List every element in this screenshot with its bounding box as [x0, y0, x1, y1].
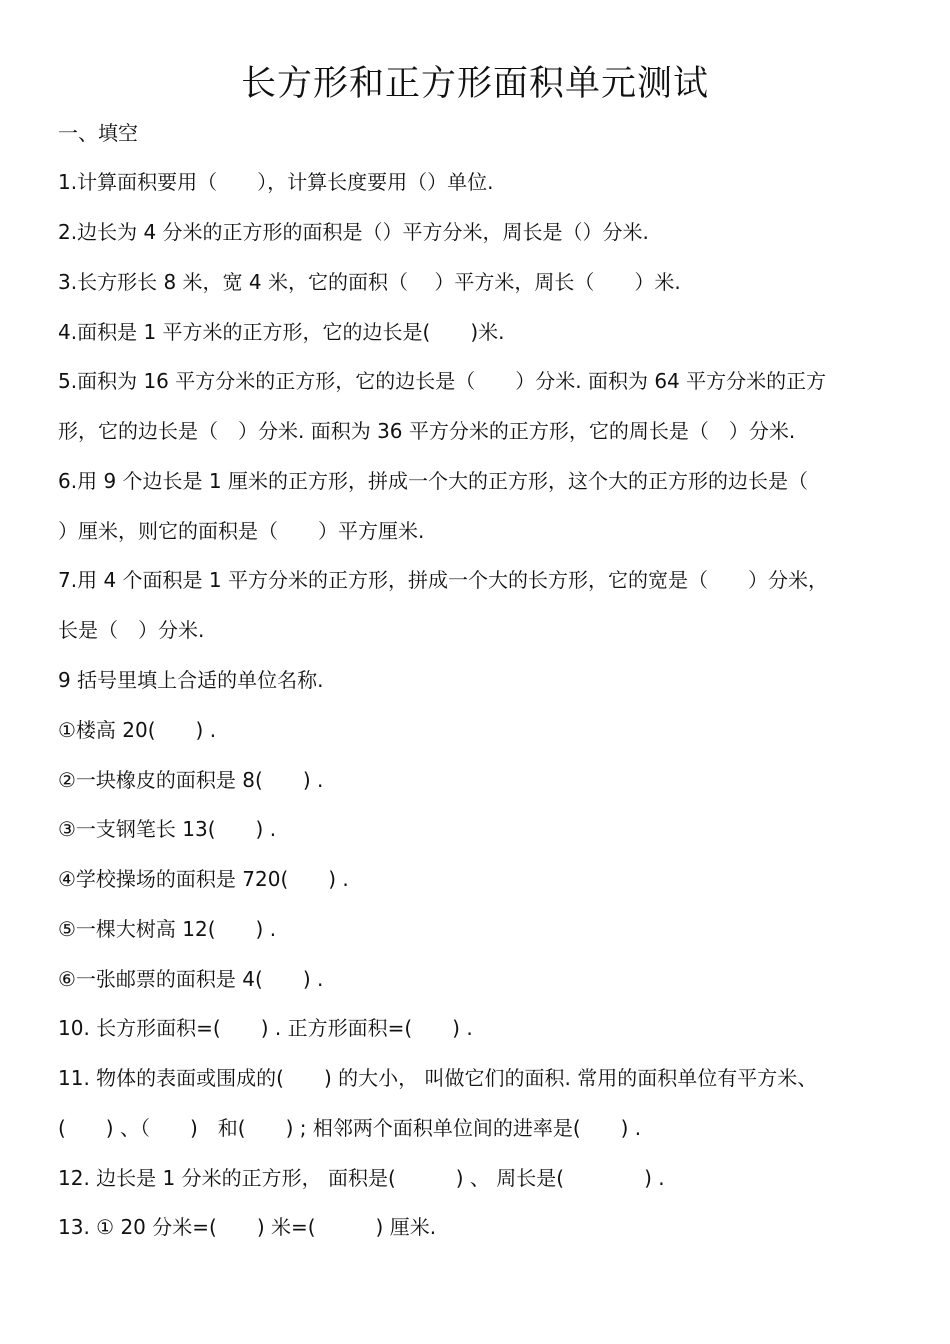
question-6-line-2: ）厘米，则它的面积是（ ）平方厘米. [58, 519, 425, 543]
question-9: 9 括号里填上合适的单位名称. [58, 668, 324, 692]
question-2: 2.边长为 4 分米的正方形的面积是（）平方分米，周长是（）分米. [58, 220, 649, 244]
question-9-item-4: ④学校操场的面积是 720( ) . [58, 867, 349, 891]
question-10: 10. 长方形面积=( ) . 正方形面积=( ) . [58, 1016, 473, 1040]
page-title: 长方形和正方形面积单元测试 [240, 64, 709, 104]
question-5-line-2: 形，它的边长是（ ）分米. 面积为 36 平方分米的正方形，它的周长是（ ）分米. [58, 419, 796, 443]
question-9-item-1: ①楼高 20( ) . [58, 718, 217, 742]
question-3: 3.长方形长 8 米，宽 4 米，它的面积（ ）平方米，周长（ ）米. [58, 270, 681, 294]
section-heading-fill-blank: 一、填空 [58, 121, 138, 145]
question-9-item-2: ②一块橡皮的面积是 8( ) . [58, 768, 324, 792]
question-7-line-1: 7.用 4 个面积是 1 平方分米的正方形，拼成一个大的长方形，它的宽是（ ）分米， [58, 568, 828, 592]
question-11-line-2: ( ) 、（ ) 和( ) ; 相邻两个面积单位间的进率是( ) . [58, 1116, 642, 1140]
question-13: 13. ① 20 分米=( ) 米=( ) 厘米. [58, 1215, 437, 1239]
question-5-line-1: 5.面积为 16 平方分米的正方形，它的边长是（ ）分米. 面积为 64 平方分米的正方 [58, 369, 827, 393]
question-9-item-5: ⑤一棵大树高 12( ) . [58, 917, 277, 941]
question-11-line-1: 11. 物体的表面或围成的( ) 的大小， 叫做它们的面积. 常用的面积单位有平方米、 [58, 1066, 818, 1090]
question-6-line-1: 6.用 9 个边长是 1 厘米的正方形，拼成一个大的正方形，这个大的正方形的边长是（ [58, 469, 808, 493]
question-12: 12. 边长是 1 分米的正方形， 面积是( ) 、 周长是( ) . [58, 1166, 665, 1190]
question-4: 4.面积是 1 平方米的正方形，它的边长是( )米. [58, 320, 505, 344]
question-7-line-2: 长是（ ）分米. [58, 618, 205, 642]
question-1: 1.计算面积要用（ ），计算长度要用（）单位. [58, 170, 494, 194]
question-9-item-6: ⑥一张邮票的面积是 4( ) . [58, 967, 324, 991]
question-9-item-3: ③一支钢笔长 13( ) . [58, 817, 277, 841]
